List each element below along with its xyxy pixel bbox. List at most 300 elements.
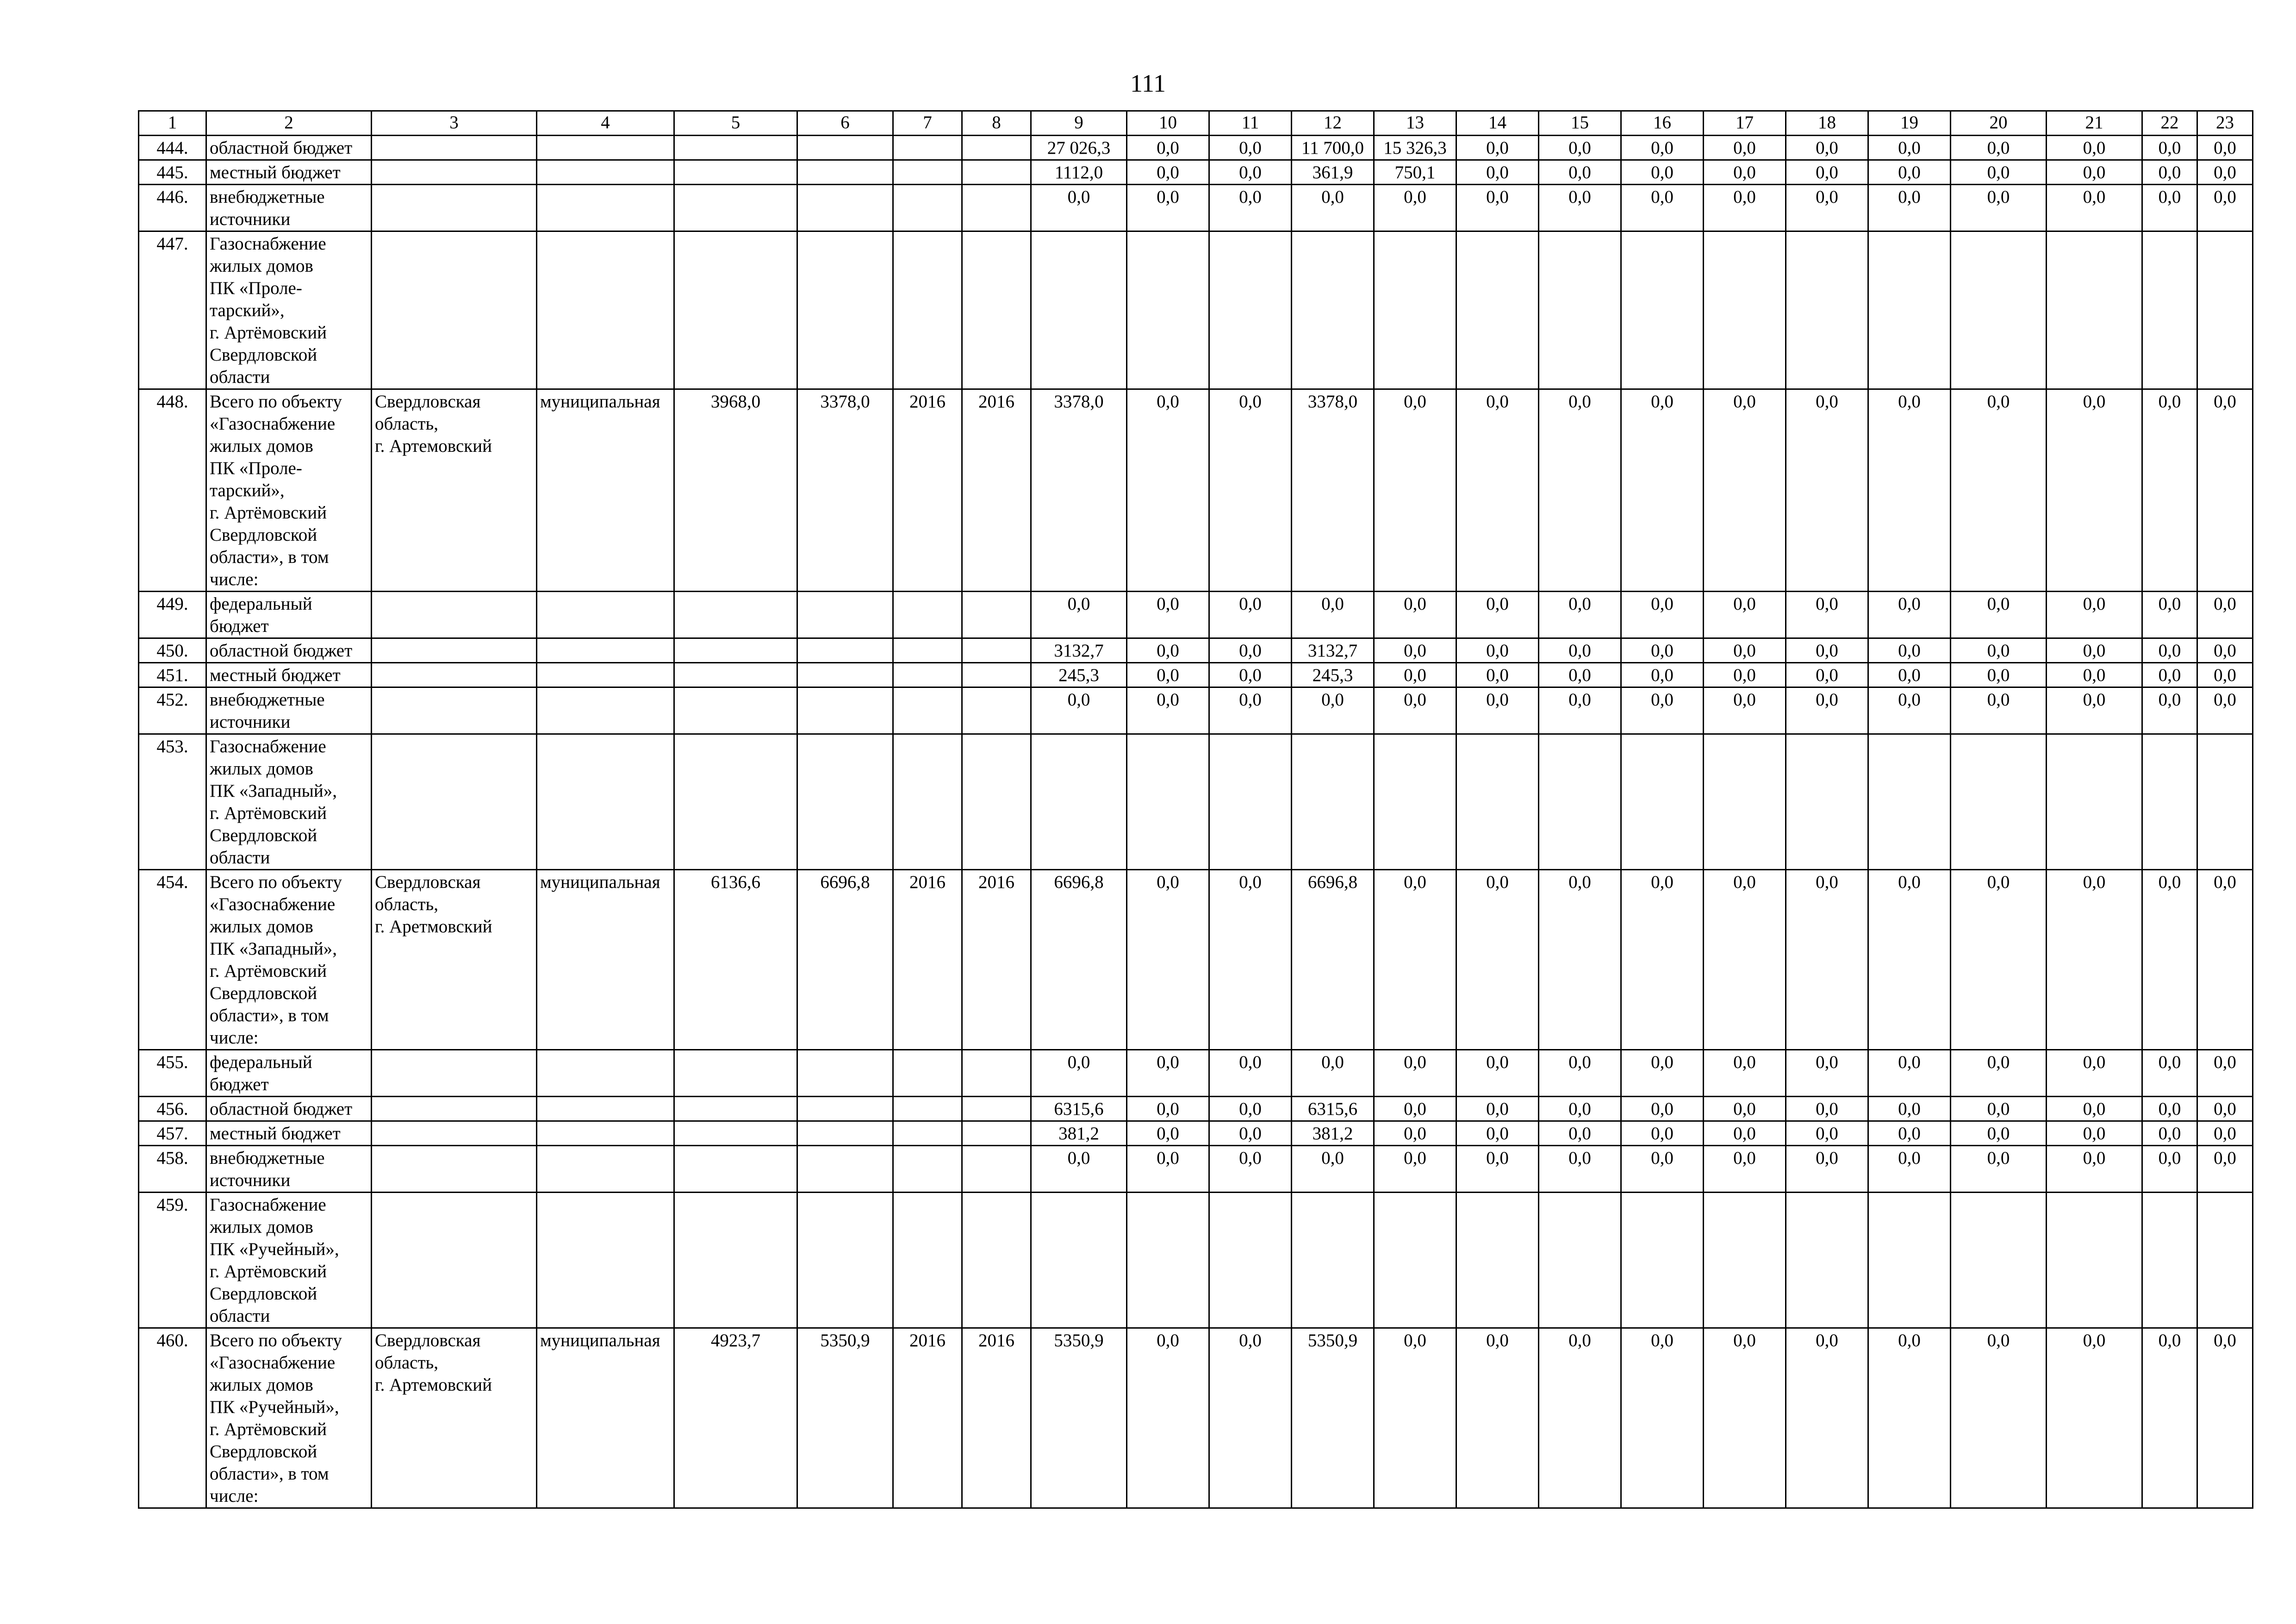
value-cell: 0,0 xyxy=(2197,160,2253,185)
ownership-cell xyxy=(537,136,674,160)
page-number: 111 xyxy=(1130,69,1166,97)
value-cell: 0,0 xyxy=(1868,638,1951,663)
value-cell: 0,0 xyxy=(1539,160,1621,185)
value-cell: 6315,6 xyxy=(1031,1097,1127,1121)
value-cell: 0,0 xyxy=(1951,389,2047,592)
ownership-cell xyxy=(537,231,674,389)
row-number-cell: 456. xyxy=(139,1097,206,1121)
ownership-cell xyxy=(537,687,674,734)
start-year-cell xyxy=(893,1146,962,1193)
value-cell xyxy=(1786,231,1868,389)
value-cell: 0,0 xyxy=(1704,592,1786,638)
start-year-cell xyxy=(893,638,962,663)
value-cell: 0,0 xyxy=(1456,687,1539,734)
row-number-cell: 452. xyxy=(139,687,206,734)
value-cell: 0,0 xyxy=(2197,663,2253,687)
value-cell: 0,0 xyxy=(1786,1097,1868,1121)
value-cell: 3132,7 xyxy=(1031,638,1127,663)
region-cell xyxy=(372,1097,537,1121)
column-number-cell: 7 xyxy=(893,111,962,136)
value-cell: 0,0 xyxy=(2142,1146,2197,1193)
value-cell: 0,0 xyxy=(2142,136,2197,160)
value-cell: 0,0 xyxy=(1127,1121,1209,1146)
value-cell: 381,2 xyxy=(1031,1121,1127,1146)
value-cell: 0,0 xyxy=(1621,1121,1704,1146)
value-cell: 0,0 xyxy=(1209,160,1292,185)
value-cell: 0,0 xyxy=(1539,1146,1621,1193)
row-name-cell: Всего по объекту «Газоснабжение жилых домов ПК «Ручейный», г. Артёмовский Свердловской области», в том числе: xyxy=(206,1328,372,1508)
value-cell: 0,0 xyxy=(1539,1328,1621,1508)
estimate-cell: 5350,9 xyxy=(797,1328,893,1508)
value-cell: 0,0 xyxy=(1786,160,1868,185)
estimate-cell xyxy=(797,1050,893,1097)
value-cell xyxy=(1374,1193,1456,1328)
value-cell: 6696,8 xyxy=(1292,870,1374,1050)
value-cell: 0,0 xyxy=(2197,136,2253,160)
value-cell: 0,0 xyxy=(1786,592,1868,638)
start-year-cell xyxy=(893,1121,962,1146)
column-number-cell: 12 xyxy=(1292,111,1374,136)
value-cell: 0,0 xyxy=(1868,136,1951,160)
value-cell: 0,0 xyxy=(1951,663,2047,687)
value-cell: 0,0 xyxy=(2047,687,2142,734)
value-cell xyxy=(1292,734,1374,870)
capacity-cell xyxy=(674,687,797,734)
value-cell: 0,0 xyxy=(2142,1328,2197,1508)
value-cell: 0,0 xyxy=(2197,1146,2253,1193)
estimate-cell xyxy=(797,1193,893,1328)
row-number-cell: 454. xyxy=(139,870,206,1050)
value-cell: 0,0 xyxy=(1786,870,1868,1050)
value-cell: 0,0 xyxy=(1209,663,1292,687)
column-number-cell: 11 xyxy=(1209,111,1292,136)
value-cell: 0,0 xyxy=(1031,1050,1127,1097)
column-number-cell: 5 xyxy=(674,111,797,136)
value-cell: 0,0 xyxy=(1209,1121,1292,1146)
column-number-cell: 4 xyxy=(537,111,674,136)
value-cell: 0,0 xyxy=(1621,389,1704,592)
value-cell: 381,2 xyxy=(1292,1121,1374,1146)
region-cell xyxy=(372,687,537,734)
start-year-cell xyxy=(893,231,962,389)
value-cell: 0,0 xyxy=(1786,136,1868,160)
start-year-cell xyxy=(893,734,962,870)
row-name-cell: федеральный бюджет xyxy=(206,1050,372,1097)
value-cell: 0,0 xyxy=(1704,185,1786,231)
value-cell: 0,0 xyxy=(1951,638,2047,663)
value-cell: 0,0 xyxy=(1292,1050,1374,1097)
column-number-cell: 2 xyxy=(206,111,372,136)
value-cell: 0,0 xyxy=(1127,136,1209,160)
row-number-cell: 448. xyxy=(139,389,206,592)
value-cell: 0,0 xyxy=(1374,1121,1456,1146)
column-number-cell: 9 xyxy=(1031,111,1127,136)
value-cell xyxy=(1031,734,1127,870)
end-year-cell: 2016 xyxy=(962,870,1031,1050)
ownership-cell xyxy=(537,638,674,663)
value-cell: 0,0 xyxy=(1704,1328,1786,1508)
column-number-cell: 6 xyxy=(797,111,893,136)
table-row xyxy=(139,160,2253,185)
estimate-cell xyxy=(797,687,893,734)
column-number-cell: 14 xyxy=(1456,111,1539,136)
estimate-cell xyxy=(797,231,893,389)
region-cell xyxy=(372,1050,537,1097)
value-cell xyxy=(1127,231,1209,389)
start-year-cell: 2016 xyxy=(893,870,962,1050)
value-cell: 0,0 xyxy=(2047,389,2142,592)
value-cell: 0,0 xyxy=(1209,870,1292,1050)
value-cell: 0,0 xyxy=(1374,592,1456,638)
capacity-cell xyxy=(674,663,797,687)
value-cell: 0,0 xyxy=(1127,663,1209,687)
value-cell: 0,0 xyxy=(1127,1146,1209,1193)
end-year-cell xyxy=(962,160,1031,185)
value-cell: 0,0 xyxy=(1704,1121,1786,1146)
end-year-cell xyxy=(962,734,1031,870)
value-cell xyxy=(1456,231,1539,389)
row-name-cell: федеральный бюджет xyxy=(206,592,372,638)
value-cell xyxy=(1951,734,2047,870)
value-cell: 0,0 xyxy=(1127,638,1209,663)
value-cell: 0,0 xyxy=(1374,1050,1456,1097)
value-cell: 0,0 xyxy=(1868,1328,1951,1508)
value-cell: 0,0 xyxy=(1539,870,1621,1050)
value-cell: 0,0 xyxy=(1704,389,1786,592)
value-cell xyxy=(1127,1193,1209,1328)
value-cell xyxy=(1539,1193,1621,1328)
value-cell: 0,0 xyxy=(1374,638,1456,663)
region-cell xyxy=(372,160,537,185)
value-cell: 0,0 xyxy=(1539,1097,1621,1121)
value-cell: 0,0 xyxy=(2142,663,2197,687)
end-year-cell xyxy=(962,185,1031,231)
value-cell: 0,0 xyxy=(1374,185,1456,231)
value-cell xyxy=(1127,734,1209,870)
region-cell xyxy=(372,734,537,870)
value-cell xyxy=(2142,734,2197,870)
start-year-cell xyxy=(893,1050,962,1097)
value-cell: 0,0 xyxy=(2047,160,2142,185)
value-cell: 0,0 xyxy=(1786,638,1868,663)
value-cell xyxy=(1621,734,1704,870)
value-cell: 0,0 xyxy=(1951,870,2047,1050)
value-cell: 0,0 xyxy=(1374,870,1456,1050)
value-cell: 0,0 xyxy=(2047,1097,2142,1121)
value-cell: 0,0 xyxy=(1704,1097,1786,1121)
row-number-cell: 451. xyxy=(139,663,206,687)
ownership-cell xyxy=(537,160,674,185)
estimate-cell xyxy=(797,136,893,160)
value-cell: 0,0 xyxy=(1127,1050,1209,1097)
value-cell xyxy=(1539,734,1621,870)
row-name-cell: внебюджетные источники xyxy=(206,687,372,734)
value-cell: 0,0 xyxy=(2197,389,2253,592)
table-row xyxy=(139,1193,2253,1328)
value-cell: 0,0 xyxy=(1374,663,1456,687)
value-cell: 0,0 xyxy=(1868,160,1951,185)
end-year-cell xyxy=(962,231,1031,389)
value-cell: 0,0 xyxy=(1539,1121,1621,1146)
value-cell: 0,0 xyxy=(2142,592,2197,638)
value-cell: 0,0 xyxy=(2142,870,2197,1050)
estimate-cell xyxy=(797,663,893,687)
estimate-cell: 6696,8 xyxy=(797,870,893,1050)
value-cell: 0,0 xyxy=(1704,870,1786,1050)
table-row xyxy=(139,1050,2253,1097)
end-year-cell: 2016 xyxy=(962,389,1031,592)
value-cell: 0,0 xyxy=(1031,185,1127,231)
ownership-cell xyxy=(537,663,674,687)
estimate-cell xyxy=(797,160,893,185)
end-year-cell xyxy=(962,592,1031,638)
value-cell xyxy=(1031,1193,1127,1328)
capacity-cell xyxy=(674,1121,797,1146)
capacity-cell xyxy=(674,136,797,160)
value-cell: 5350,9 xyxy=(1031,1328,1127,1508)
column-number-cell: 3 xyxy=(372,111,537,136)
value-cell: 0,0 xyxy=(1621,185,1704,231)
row-name-cell: местный бюджет xyxy=(206,663,372,687)
table-row xyxy=(139,185,2253,231)
row-number-cell: 455. xyxy=(139,1050,206,1097)
value-cell: 0,0 xyxy=(1031,1146,1127,1193)
row-number-cell: 460. xyxy=(139,1328,206,1508)
value-cell: 0,0 xyxy=(1456,1050,1539,1097)
value-cell: 0,0 xyxy=(2197,1097,2253,1121)
value-cell xyxy=(1868,734,1951,870)
value-cell xyxy=(1621,231,1704,389)
row-number-cell: 450. xyxy=(139,638,206,663)
value-cell: 1112,0 xyxy=(1031,160,1127,185)
value-cell: 5350,9 xyxy=(1292,1328,1374,1508)
row-number-cell: 449. xyxy=(139,592,206,638)
value-cell: 0,0 xyxy=(2142,687,2197,734)
value-cell: 0,0 xyxy=(1621,663,1704,687)
value-cell: 0,0 xyxy=(1704,1146,1786,1193)
value-cell xyxy=(1209,734,1292,870)
value-cell: 0,0 xyxy=(1704,136,1786,160)
value-cell: 0,0 xyxy=(2047,1328,2142,1508)
value-cell: 0,0 xyxy=(1621,136,1704,160)
column-number-cell: 13 xyxy=(1374,111,1456,136)
region-cell xyxy=(372,185,537,231)
value-cell: 0,0 xyxy=(2197,687,2253,734)
table-row xyxy=(139,687,2253,734)
value-cell: 0,0 xyxy=(1031,592,1127,638)
value-cell: 0,0 xyxy=(2197,1050,2253,1097)
capacity-cell xyxy=(674,1193,797,1328)
value-cell: 0,0 xyxy=(1539,592,1621,638)
table-row xyxy=(139,389,2253,592)
investment-table xyxy=(138,110,2253,1509)
value-cell: 0,0 xyxy=(1127,389,1209,592)
value-cell: 0,0 xyxy=(1292,592,1374,638)
row-name-cell: Газоснабжение жилых домов ПК «Западный», г. Артёмовский Свердловской области xyxy=(206,734,372,870)
region-cell xyxy=(372,638,537,663)
value-cell: 0,0 xyxy=(1539,663,1621,687)
value-cell: 0,0 xyxy=(1786,185,1868,231)
capacity-cell: 3968,0 xyxy=(674,389,797,592)
value-cell: 0,0 xyxy=(1127,160,1209,185)
value-cell: 0,0 xyxy=(1127,592,1209,638)
value-cell: 0,0 xyxy=(1209,638,1292,663)
region-cell xyxy=(372,1193,537,1328)
value-cell: 0,0 xyxy=(1456,870,1539,1050)
value-cell xyxy=(1209,1193,1292,1328)
value-cell: 0,0 xyxy=(1292,185,1374,231)
capacity-cell: 4923,7 xyxy=(674,1328,797,1508)
value-cell: 0,0 xyxy=(1456,389,1539,592)
estimate-cell: 3378,0 xyxy=(797,389,893,592)
capacity-cell xyxy=(674,160,797,185)
value-cell: 0,0 xyxy=(1456,1121,1539,1146)
value-cell: 0,0 xyxy=(1951,185,2047,231)
header-row xyxy=(139,111,2253,136)
value-cell: 15 326,3 xyxy=(1374,136,1456,160)
column-number-cell: 23 xyxy=(2197,111,2253,136)
value-cell: 0,0 xyxy=(2197,638,2253,663)
value-cell: 0,0 xyxy=(1786,1050,1868,1097)
value-cell: 0,0 xyxy=(1456,160,1539,185)
start-year-cell xyxy=(893,592,962,638)
value-cell: 0,0 xyxy=(1868,1146,1951,1193)
start-year-cell xyxy=(893,663,962,687)
value-cell: 0,0 xyxy=(1539,687,1621,734)
value-cell: 0,0 xyxy=(1951,1050,2047,1097)
value-cell xyxy=(1704,1193,1786,1328)
region-cell: Свердловская область, г. Аретмовский xyxy=(372,870,537,1050)
end-year-cell xyxy=(962,1146,1031,1193)
ownership-cell xyxy=(537,1146,674,1193)
value-cell: 0,0 xyxy=(1786,389,1868,592)
value-cell: 0,0 xyxy=(1209,1328,1292,1508)
region-cell xyxy=(372,663,537,687)
value-cell: 0,0 xyxy=(1786,1121,1868,1146)
column-number-cell: 22 xyxy=(2142,111,2197,136)
value-cell: 0,0 xyxy=(1951,1146,2047,1193)
value-cell xyxy=(1456,734,1539,870)
ownership-cell xyxy=(537,1193,674,1328)
column-number-cell: 16 xyxy=(1621,111,1704,136)
value-cell: 0,0 xyxy=(1621,1050,1704,1097)
table-row xyxy=(139,870,2253,1050)
capacity-cell xyxy=(674,734,797,870)
value-cell xyxy=(1704,231,1786,389)
value-cell: 0,0 xyxy=(1127,1097,1209,1121)
value-cell: 0,0 xyxy=(1951,1121,2047,1146)
value-cell xyxy=(2197,231,2253,389)
value-cell: 0,0 xyxy=(1539,389,1621,592)
value-cell xyxy=(1868,231,1951,389)
value-cell xyxy=(1621,1193,1704,1328)
table-row xyxy=(139,1146,2253,1193)
value-cell: 0,0 xyxy=(2047,185,2142,231)
end-year-cell xyxy=(962,663,1031,687)
value-cell xyxy=(1951,1193,2047,1328)
value-cell xyxy=(2047,1193,2142,1328)
table-row xyxy=(139,1121,2253,1146)
table-row xyxy=(139,734,2253,870)
value-cell: 0,0 xyxy=(1786,1328,1868,1508)
column-number-cell: 19 xyxy=(1868,111,1951,136)
value-cell: 0,0 xyxy=(2142,1097,2197,1121)
value-cell xyxy=(1786,1193,1868,1328)
value-cell: 0,0 xyxy=(2142,638,2197,663)
capacity-cell xyxy=(674,638,797,663)
estimate-cell xyxy=(797,1146,893,1193)
end-year-cell xyxy=(962,136,1031,160)
row-name-cell: местный бюджет xyxy=(206,1121,372,1146)
value-cell: 0,0 xyxy=(1127,687,1209,734)
value-cell: 27 026,3 xyxy=(1031,136,1127,160)
value-cell: 0,0 xyxy=(2047,592,2142,638)
region-cell xyxy=(372,231,537,389)
value-cell: 0,0 xyxy=(1127,1328,1209,1508)
value-cell: 0,0 xyxy=(1127,870,1209,1050)
value-cell: 0,0 xyxy=(2047,1146,2142,1193)
table-row xyxy=(139,638,2253,663)
value-cell: 0,0 xyxy=(1374,1146,1456,1193)
start-year-cell: 2016 xyxy=(893,389,962,592)
value-cell xyxy=(2047,734,2142,870)
row-name-cell: местный бюджет xyxy=(206,160,372,185)
value-cell: 0,0 xyxy=(1951,687,2047,734)
value-cell xyxy=(2197,1193,2253,1328)
row-number-cell: 444. xyxy=(139,136,206,160)
value-cell: 0,0 xyxy=(1456,185,1539,231)
value-cell: 0,0 xyxy=(2197,1328,2253,1508)
value-cell: 0,0 xyxy=(2047,638,2142,663)
column-number-cell: 8 xyxy=(962,111,1031,136)
value-cell: 0,0 xyxy=(2142,185,2197,231)
table-row xyxy=(139,1328,2253,1508)
value-cell: 0,0 xyxy=(2197,185,2253,231)
end-year-cell xyxy=(962,1097,1031,1121)
row-number-cell: 457. xyxy=(139,1121,206,1146)
value-cell: 11 700,0 xyxy=(1292,136,1374,160)
estimate-cell xyxy=(797,1121,893,1146)
value-cell: 0,0 xyxy=(2047,870,2142,1050)
row-number-cell: 446. xyxy=(139,185,206,231)
value-cell xyxy=(1868,1193,1951,1328)
value-cell: 0,0 xyxy=(1951,592,2047,638)
region-cell xyxy=(372,592,537,638)
value-cell: 0,0 xyxy=(2142,389,2197,592)
start-year-cell xyxy=(893,160,962,185)
region-cell xyxy=(372,136,537,160)
value-cell: 0,0 xyxy=(1456,1328,1539,1508)
value-cell: 0,0 xyxy=(1951,160,2047,185)
value-cell: 0,0 xyxy=(1292,687,1374,734)
value-cell: 0,0 xyxy=(1127,185,1209,231)
value-cell: 0,0 xyxy=(1456,1146,1539,1193)
start-year-cell xyxy=(893,1193,962,1328)
value-cell xyxy=(1704,734,1786,870)
value-cell: 0,0 xyxy=(2142,1121,2197,1146)
row-number-cell: 445. xyxy=(139,160,206,185)
ownership-cell: муниципальная xyxy=(537,1328,674,1508)
start-year-cell xyxy=(893,185,962,231)
value-cell: 0,0 xyxy=(1456,136,1539,160)
estimate-cell xyxy=(797,1097,893,1121)
value-cell: 0,0 xyxy=(1868,1121,1951,1146)
end-year-cell: 2016 xyxy=(962,1328,1031,1508)
value-cell xyxy=(1539,231,1621,389)
value-cell: 6315,6 xyxy=(1292,1097,1374,1121)
value-cell: 0,0 xyxy=(1704,638,1786,663)
value-cell: 0,0 xyxy=(2047,136,2142,160)
